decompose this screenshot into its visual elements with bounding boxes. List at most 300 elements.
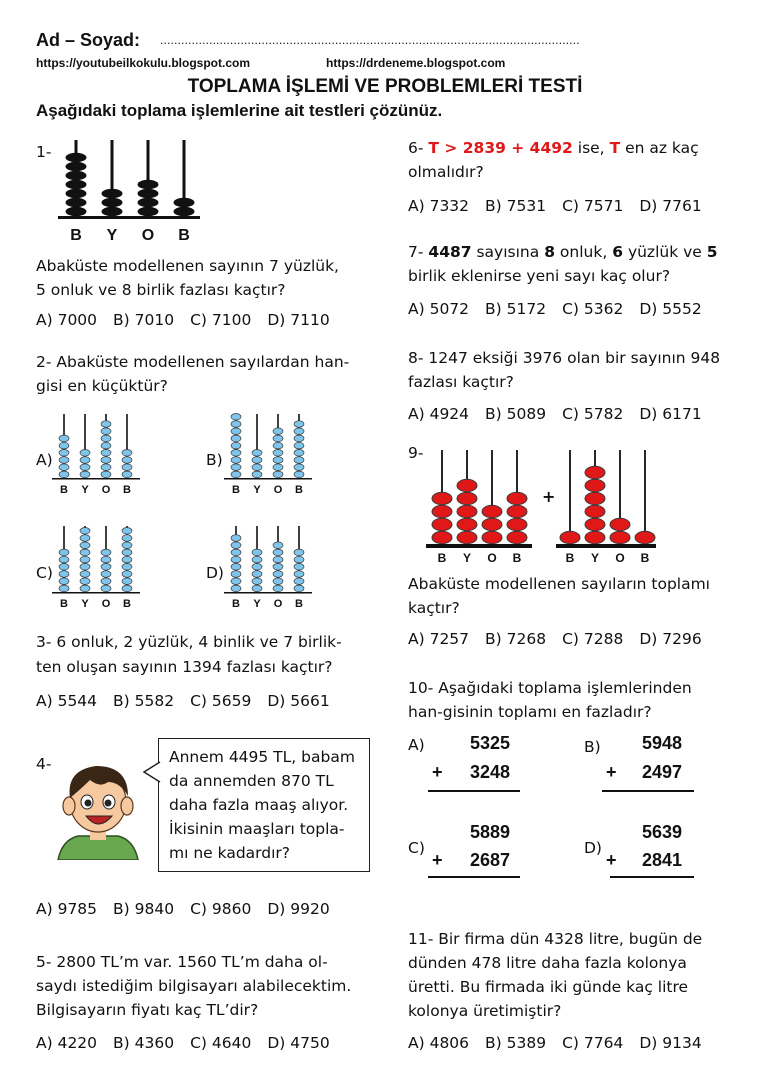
abacus-bead xyxy=(432,505,452,517)
abacus-bead xyxy=(585,479,605,491)
q6-mid: ise, xyxy=(577,139,605,157)
bubble-line-4: İkisinin maaşları topla- xyxy=(169,820,345,838)
abacus-label: B xyxy=(60,484,68,496)
abacus-bead xyxy=(231,535,241,542)
q7-n4: 5 xyxy=(706,243,718,261)
q3-option-a[interactable]: A) 5544 xyxy=(36,692,98,710)
q2-text-2: gisi en küçüktür? xyxy=(36,377,168,395)
abacus-label: O xyxy=(101,598,111,610)
abacus-base xyxy=(556,544,656,548)
abacus-bead xyxy=(231,564,241,571)
abacus-bead xyxy=(59,442,69,449)
abacus-bead xyxy=(585,518,605,530)
q6-t: T xyxy=(609,139,621,157)
abacus-bead xyxy=(59,564,69,571)
q7-n2: 8 xyxy=(544,243,555,261)
abacus-bead xyxy=(102,207,122,215)
q5-option-a[interactable]: A) 4220 xyxy=(36,1034,98,1052)
instruction: Aşağıdaki toplama işlemlerine ait testleri çözünüz. xyxy=(36,101,443,120)
abacus-bead xyxy=(122,578,132,585)
q7-n1: 4487 xyxy=(428,243,472,261)
q1-options xyxy=(36,311,346,329)
q4-number: 4- xyxy=(36,755,52,773)
abacus-bead xyxy=(59,571,69,578)
q8-option-d[interactable]: D) 6171 xyxy=(639,405,702,423)
abacus-bead xyxy=(122,564,132,571)
q7-t3: yüzlük ve xyxy=(627,243,702,261)
abacus-bead xyxy=(231,542,241,549)
abacus-bead xyxy=(80,528,90,535)
q7-t2: onluk, xyxy=(559,243,608,261)
abacus-bead xyxy=(507,531,527,543)
abacus-bead xyxy=(101,585,111,592)
abacus-bead xyxy=(122,464,132,471)
q10-a-top: 5325 xyxy=(470,733,511,753)
abacus-bead xyxy=(66,171,86,179)
abacus-label: O xyxy=(101,484,111,496)
abacus-bead xyxy=(80,471,90,478)
abacus-bead xyxy=(231,435,241,442)
abacus-bead xyxy=(80,464,90,471)
abacus-bead xyxy=(59,585,69,592)
abacus-label: B xyxy=(123,484,131,496)
abacus-bead xyxy=(174,207,194,215)
q1-abacus xyxy=(58,136,204,244)
q3-options xyxy=(36,692,346,710)
abacus-bead xyxy=(66,207,86,215)
abacus-bead xyxy=(273,457,283,464)
q9-number: 9- xyxy=(408,444,424,462)
q5-options xyxy=(36,1034,346,1052)
abacus-bead xyxy=(457,492,477,504)
q2-label-d: D) xyxy=(206,564,224,582)
abacus-bead xyxy=(80,542,90,549)
abacus-label: B xyxy=(232,598,240,610)
q5-option-c[interactable]: C) 4640 xyxy=(190,1034,252,1052)
abacus-label: Y xyxy=(253,598,261,610)
q10-label-b[interactable]: B) xyxy=(584,738,601,756)
q7-text-2: birlik eklenirse yeni sayı kaç olur? xyxy=(408,267,671,285)
abacus-bead xyxy=(252,549,262,556)
abacus-bead xyxy=(80,556,90,563)
q6-expression: T > 2839 + 4492 xyxy=(428,139,573,157)
q5-option-d[interactable]: D) 4750 xyxy=(267,1034,330,1052)
q6-rest: en az kaç xyxy=(625,139,699,157)
abacus-bead xyxy=(122,450,132,457)
abacus-bead xyxy=(231,414,241,421)
q10-a-bottom: 3248 xyxy=(470,762,511,782)
q10-text-2: han-gisinin toplamı en fazladır? xyxy=(408,703,652,721)
abacus-label: O xyxy=(615,551,625,565)
abacus-bead xyxy=(252,464,262,471)
bubble-line-5: mı ne kadardır? xyxy=(169,844,291,862)
q4-option-b[interactable]: B) 9840 xyxy=(113,900,175,918)
abacus-bead xyxy=(585,531,605,543)
abacus-bead xyxy=(273,571,283,578)
abacus-bead xyxy=(252,585,262,592)
abacus-bead xyxy=(66,153,86,161)
q2-label-c: C) xyxy=(36,564,53,582)
q1-text-2: 5 onluk ve 8 birlik fazlası kaçtır? xyxy=(36,281,286,299)
q7-option-a[interactable]: A) 5072 xyxy=(408,300,470,318)
abacus-label: O xyxy=(273,598,283,610)
abacus-bead xyxy=(273,471,283,478)
q6-line-1 xyxy=(408,136,699,160)
abacus-bead xyxy=(138,180,158,188)
abacus-label: B xyxy=(565,551,575,565)
abacus-bead xyxy=(273,578,283,585)
abacus-label: O xyxy=(141,227,155,244)
abacus-bead xyxy=(252,471,262,478)
q7-t1: sayısına xyxy=(476,243,540,261)
q11-text-2: dünden 478 litre daha fazla kolonya xyxy=(408,954,687,972)
q11-option-c[interactable]: C) 7764 xyxy=(562,1034,624,1052)
abacus-bead xyxy=(432,492,452,504)
abacus-bead xyxy=(122,585,132,592)
q7-number: 7- xyxy=(408,243,424,261)
abacus-bead xyxy=(457,531,477,543)
q2-abacus-d[interactable] xyxy=(224,524,324,610)
abacus-bead xyxy=(102,189,122,197)
abacus-bead xyxy=(101,464,111,471)
abacus-bead xyxy=(231,571,241,578)
q10-b-plus: + xyxy=(606,762,617,782)
abacus-base xyxy=(224,592,312,594)
abacus-bead xyxy=(80,535,90,542)
q9-option-c[interactable]: C) 7288 xyxy=(562,630,624,648)
q10-b-top: 5948 xyxy=(642,733,683,753)
abacus-bead xyxy=(138,207,158,215)
abacus-label: Y xyxy=(462,551,472,565)
abacus-bead xyxy=(122,542,132,549)
q4-options xyxy=(36,900,346,918)
abacus-bead xyxy=(59,549,69,556)
abacus-bead xyxy=(610,531,630,543)
abacus-bead xyxy=(294,450,304,457)
abacus-bead xyxy=(482,518,502,530)
abacus-label: O xyxy=(487,551,497,565)
abacus-bead xyxy=(122,528,132,535)
link-drdeneme[interactable]: https://drdeneme.blogspot.com xyxy=(326,56,506,70)
abacus-bead xyxy=(457,505,477,517)
q3-option-c[interactable]: C) 5659 xyxy=(190,692,252,710)
q7-line-1 xyxy=(408,240,718,264)
abacus-label: Y xyxy=(106,227,118,244)
q10-label-c[interactable]: C) xyxy=(408,839,425,857)
abacus-bead xyxy=(138,189,158,197)
abacus-bead xyxy=(66,162,86,170)
abacus-base xyxy=(224,478,312,480)
q10-c-bottom: 2687 xyxy=(470,850,511,870)
q1-option-b[interactable]: B) 7010 xyxy=(113,311,175,329)
q9-text-1: Abaküste modellenen sayıların toplamı xyxy=(408,575,710,593)
q6-options xyxy=(408,197,718,215)
q11-option-b[interactable]: B) 5389 xyxy=(485,1034,547,1052)
q6-number: 6- xyxy=(408,139,424,157)
abacus-bead xyxy=(273,442,283,449)
q10-label-d[interactable]: D) xyxy=(584,839,602,857)
abacus-bead xyxy=(122,471,132,478)
abacus-bead xyxy=(231,464,241,471)
abacus-bead xyxy=(507,505,527,517)
q9-option-a[interactable]: A) 7257 xyxy=(408,630,470,648)
abacus-bead xyxy=(294,585,304,592)
q7-n3: 6 xyxy=(612,243,623,261)
abacus-label: Y xyxy=(81,484,89,496)
abacus-bead xyxy=(585,466,605,478)
abacus-bead xyxy=(560,531,580,543)
abacus-bead xyxy=(432,518,452,530)
bubble-line-3: daha fazla maaş alıyor. xyxy=(169,796,349,814)
abacus-bead xyxy=(66,198,86,206)
abacus-label: B xyxy=(437,551,447,565)
abacus-base xyxy=(58,216,200,219)
abacus-bead xyxy=(252,571,262,578)
abacus-bead xyxy=(507,492,527,504)
abacus-bead xyxy=(507,518,527,530)
q10-d-line xyxy=(610,876,694,878)
abacus-label: B xyxy=(178,227,190,244)
q1-number: 1- xyxy=(36,143,52,161)
q7-option-b[interactable]: B) 5172 xyxy=(485,300,547,318)
abacus-bead xyxy=(294,421,304,428)
q10-b-line xyxy=(602,790,694,792)
abacus-bead xyxy=(101,549,111,556)
abacus-bead xyxy=(80,564,90,571)
q2-label-a: A) xyxy=(36,451,53,469)
abacus-bead xyxy=(59,435,69,442)
name-dots: ........................................................................................................................ xyxy=(160,34,580,47)
bubble-line-2: da annemden 870 TL xyxy=(169,772,334,790)
q3-option-d[interactable]: D) 5661 xyxy=(267,692,330,710)
q6-option-c[interactable]: C) 7571 xyxy=(562,197,624,215)
abacus-bead xyxy=(231,421,241,428)
abacus-bead xyxy=(610,518,630,530)
q9-plus: + xyxy=(542,487,556,506)
speech-bubble xyxy=(158,738,370,872)
abacus-bead xyxy=(80,578,90,585)
abacus-bead xyxy=(231,578,241,585)
q11-options xyxy=(408,1034,718,1052)
abacus-bead xyxy=(231,450,241,457)
abacus-bead xyxy=(101,571,111,578)
abacus-bead xyxy=(231,585,241,592)
q10-a-line xyxy=(428,790,520,792)
bubble-tail xyxy=(142,760,162,784)
abacus-label: B xyxy=(123,598,131,610)
abacus-bead xyxy=(122,457,132,464)
q10-b-bottom: 2497 xyxy=(642,762,683,782)
abacus-label: B xyxy=(512,551,522,565)
abacus-bead xyxy=(101,421,111,428)
q5-text-2: saydı istediğim bilgisayarı alabilecektim. xyxy=(36,977,352,995)
abacus-bead xyxy=(101,564,111,571)
link-youtubeilkokulu[interactable]: https://youtubeilkokulu.blogspot.com xyxy=(36,56,250,70)
abacus-bead xyxy=(80,549,90,556)
q10-c-top: 5889 xyxy=(470,822,511,842)
q10-label-a[interactable]: A) xyxy=(408,736,425,754)
q2-text-1: 2- Abaküste modellenen sayılardan han- xyxy=(36,353,350,371)
q4-option-d[interactable]: D) 9920 xyxy=(267,900,330,918)
q5-text-3: Bilgisayarın fiyatı kaç TL’dir? xyxy=(36,1001,259,1019)
abacus-base xyxy=(52,478,140,480)
abacus-bead xyxy=(273,564,283,571)
abacus-bead xyxy=(273,542,283,549)
abacus-bead xyxy=(294,578,304,585)
abacus-bead xyxy=(231,428,241,435)
q9-abacus-left xyxy=(426,446,538,566)
abacus-bead xyxy=(59,556,69,563)
abacus-bead xyxy=(101,457,111,464)
abacus-bead xyxy=(273,435,283,442)
abacus-bead xyxy=(231,556,241,563)
abacus-bead xyxy=(59,471,69,478)
q9-abacus-right xyxy=(556,446,660,566)
abacus-bead xyxy=(585,505,605,517)
q6-option-b[interactable]: B) 7531 xyxy=(485,197,547,215)
q5-text-1: 5- 2800 TL’m var. 1560 TL’m daha ol- xyxy=(36,953,328,971)
abacus-bead xyxy=(252,564,262,571)
q7-options xyxy=(408,300,718,318)
q7-option-d[interactable]: D) 5552 xyxy=(639,300,702,318)
abacus-bead xyxy=(273,549,283,556)
q4-option-a[interactable]: A) 9785 xyxy=(36,900,98,918)
abacus-bead xyxy=(59,450,69,457)
q2-abacus-b[interactable] xyxy=(224,412,324,496)
page-title: TOPLAMA İŞLEMİ VE PROBLEMLERİ TESTİ xyxy=(187,76,583,97)
abacus-bead xyxy=(294,471,304,478)
abacus-bead xyxy=(231,549,241,556)
abacus-bead xyxy=(102,198,122,206)
q8-option-a[interactable]: A) 4924 xyxy=(408,405,470,423)
q5-option-b[interactable]: B) 4360 xyxy=(113,1034,175,1052)
abacus-bead xyxy=(273,556,283,563)
q6-text-2: olmalıdır? xyxy=(408,163,484,181)
abacus-bead xyxy=(294,464,304,471)
q9-text-2: kaçtır? xyxy=(408,599,460,617)
q11-text-4: kolonya üretimiştir? xyxy=(408,1002,562,1020)
abacus-bead xyxy=(80,457,90,464)
abacus-label: Y xyxy=(590,551,600,565)
abacus-bead xyxy=(101,578,111,585)
abacus-bead xyxy=(231,457,241,464)
q2-abacus-a[interactable] xyxy=(52,412,152,496)
q1-option-d[interactable]: D) 7110 xyxy=(267,311,330,329)
abacus-bead xyxy=(294,428,304,435)
abacus-bead xyxy=(59,578,69,585)
abacus-bead xyxy=(80,571,90,578)
q10-d-plus: + xyxy=(606,850,617,870)
q1-option-c[interactable]: C) 7100 xyxy=(190,311,252,329)
q9-options xyxy=(408,630,718,648)
abacus-label: Y xyxy=(81,598,89,610)
abacus-bead xyxy=(252,578,262,585)
abacus-bead xyxy=(252,457,262,464)
q10-d-top: 5639 xyxy=(642,822,683,842)
q6-option-a[interactable]: A) 7332 xyxy=(408,197,470,215)
abacus-label: B xyxy=(295,484,303,496)
abacus-bead xyxy=(294,442,304,449)
abacus-bead xyxy=(101,428,111,435)
abacus-bead xyxy=(122,571,132,578)
abacus-bead xyxy=(294,571,304,578)
q10-text-1: 10- Aşağıdaki toplama işlemlerinden xyxy=(408,679,692,697)
abacus-bead xyxy=(101,435,111,442)
abacus-bead xyxy=(432,531,452,543)
q3-option-b[interactable]: B) 5582 xyxy=(113,692,175,710)
abacus-bead xyxy=(482,505,502,517)
abacus-bead xyxy=(294,564,304,571)
abacus-bead xyxy=(122,556,132,563)
q1-text-1: Abaküste modellenen sayının 7 yüzlük, xyxy=(36,257,339,275)
q8-option-b[interactable]: B) 5089 xyxy=(485,405,547,423)
name-label: Ad – Soyad: xyxy=(36,30,141,50)
abacus-bead xyxy=(80,450,90,457)
abacus-bead xyxy=(294,435,304,442)
abacus-bead xyxy=(231,471,241,478)
abacus-bead xyxy=(273,450,283,457)
abacus-bead xyxy=(273,428,283,435)
abacus-bead xyxy=(294,457,304,464)
abacus-label: B xyxy=(232,484,240,496)
abacus-bead xyxy=(80,585,90,592)
q10-c-plus: + xyxy=(432,850,443,870)
abacus-bead xyxy=(482,531,502,543)
abacus-label: B xyxy=(640,551,650,565)
q8-text-1: 8- 1247 eksiği 3976 olan bir sayının 948 xyxy=(408,349,721,367)
q10-a-plus: + xyxy=(432,762,443,782)
q4-option-c[interactable]: C) 9860 xyxy=(190,900,252,918)
abacus-bead xyxy=(252,556,262,563)
abacus-bead xyxy=(101,556,111,563)
bubble-line-1: Annem 4495 TL, babam xyxy=(169,748,355,766)
abacus-bead xyxy=(273,464,283,471)
abacus-bead xyxy=(66,189,86,197)
q9-option-d[interactable]: D) 7296 xyxy=(639,630,702,648)
abacus-bead xyxy=(294,556,304,563)
q11-option-d[interactable]: D) 9134 xyxy=(639,1034,702,1052)
q10-c-line xyxy=(428,876,520,878)
q2-abacus-c[interactable] xyxy=(52,524,152,610)
q8-text-2: fazlası kaçtır? xyxy=(408,373,514,391)
abacus-bead xyxy=(122,549,132,556)
abacus-bead xyxy=(59,457,69,464)
q6-option-d[interactable]: D) 7761 xyxy=(639,197,702,215)
q3-text-1: 3- 6 onluk, 2 yüzlük, 4 binlik ve 7 birlik- xyxy=(36,633,342,651)
q1-option-a[interactable]: A) 7000 xyxy=(36,311,98,329)
q8-option-c[interactable]: C) 5782 xyxy=(562,405,624,423)
q7-option-c[interactable]: C) 5362 xyxy=(562,300,624,318)
abacus-label: B xyxy=(60,598,68,610)
abacus-bead xyxy=(101,450,111,457)
abacus-bead xyxy=(59,464,69,471)
abacus-bead xyxy=(457,518,477,530)
abacus-label: B xyxy=(295,598,303,610)
abacus-base xyxy=(52,592,140,594)
abacus-bead xyxy=(585,492,605,504)
q11-text-1: 11- Bir firma dün 4328 litre, bugün de xyxy=(408,930,703,948)
q2-label-b: B) xyxy=(206,451,223,469)
boy-illustration xyxy=(56,756,140,860)
q11-option-a[interactable]: A) 4806 xyxy=(408,1034,470,1052)
abacus-bead xyxy=(635,531,655,543)
abacus-bead xyxy=(231,442,241,449)
q9-option-b[interactable]: B) 7268 xyxy=(485,630,547,648)
q8-options xyxy=(408,405,718,423)
abacus-label: B xyxy=(70,227,82,244)
abacus-bead xyxy=(138,198,158,206)
abacus-bead xyxy=(252,450,262,457)
